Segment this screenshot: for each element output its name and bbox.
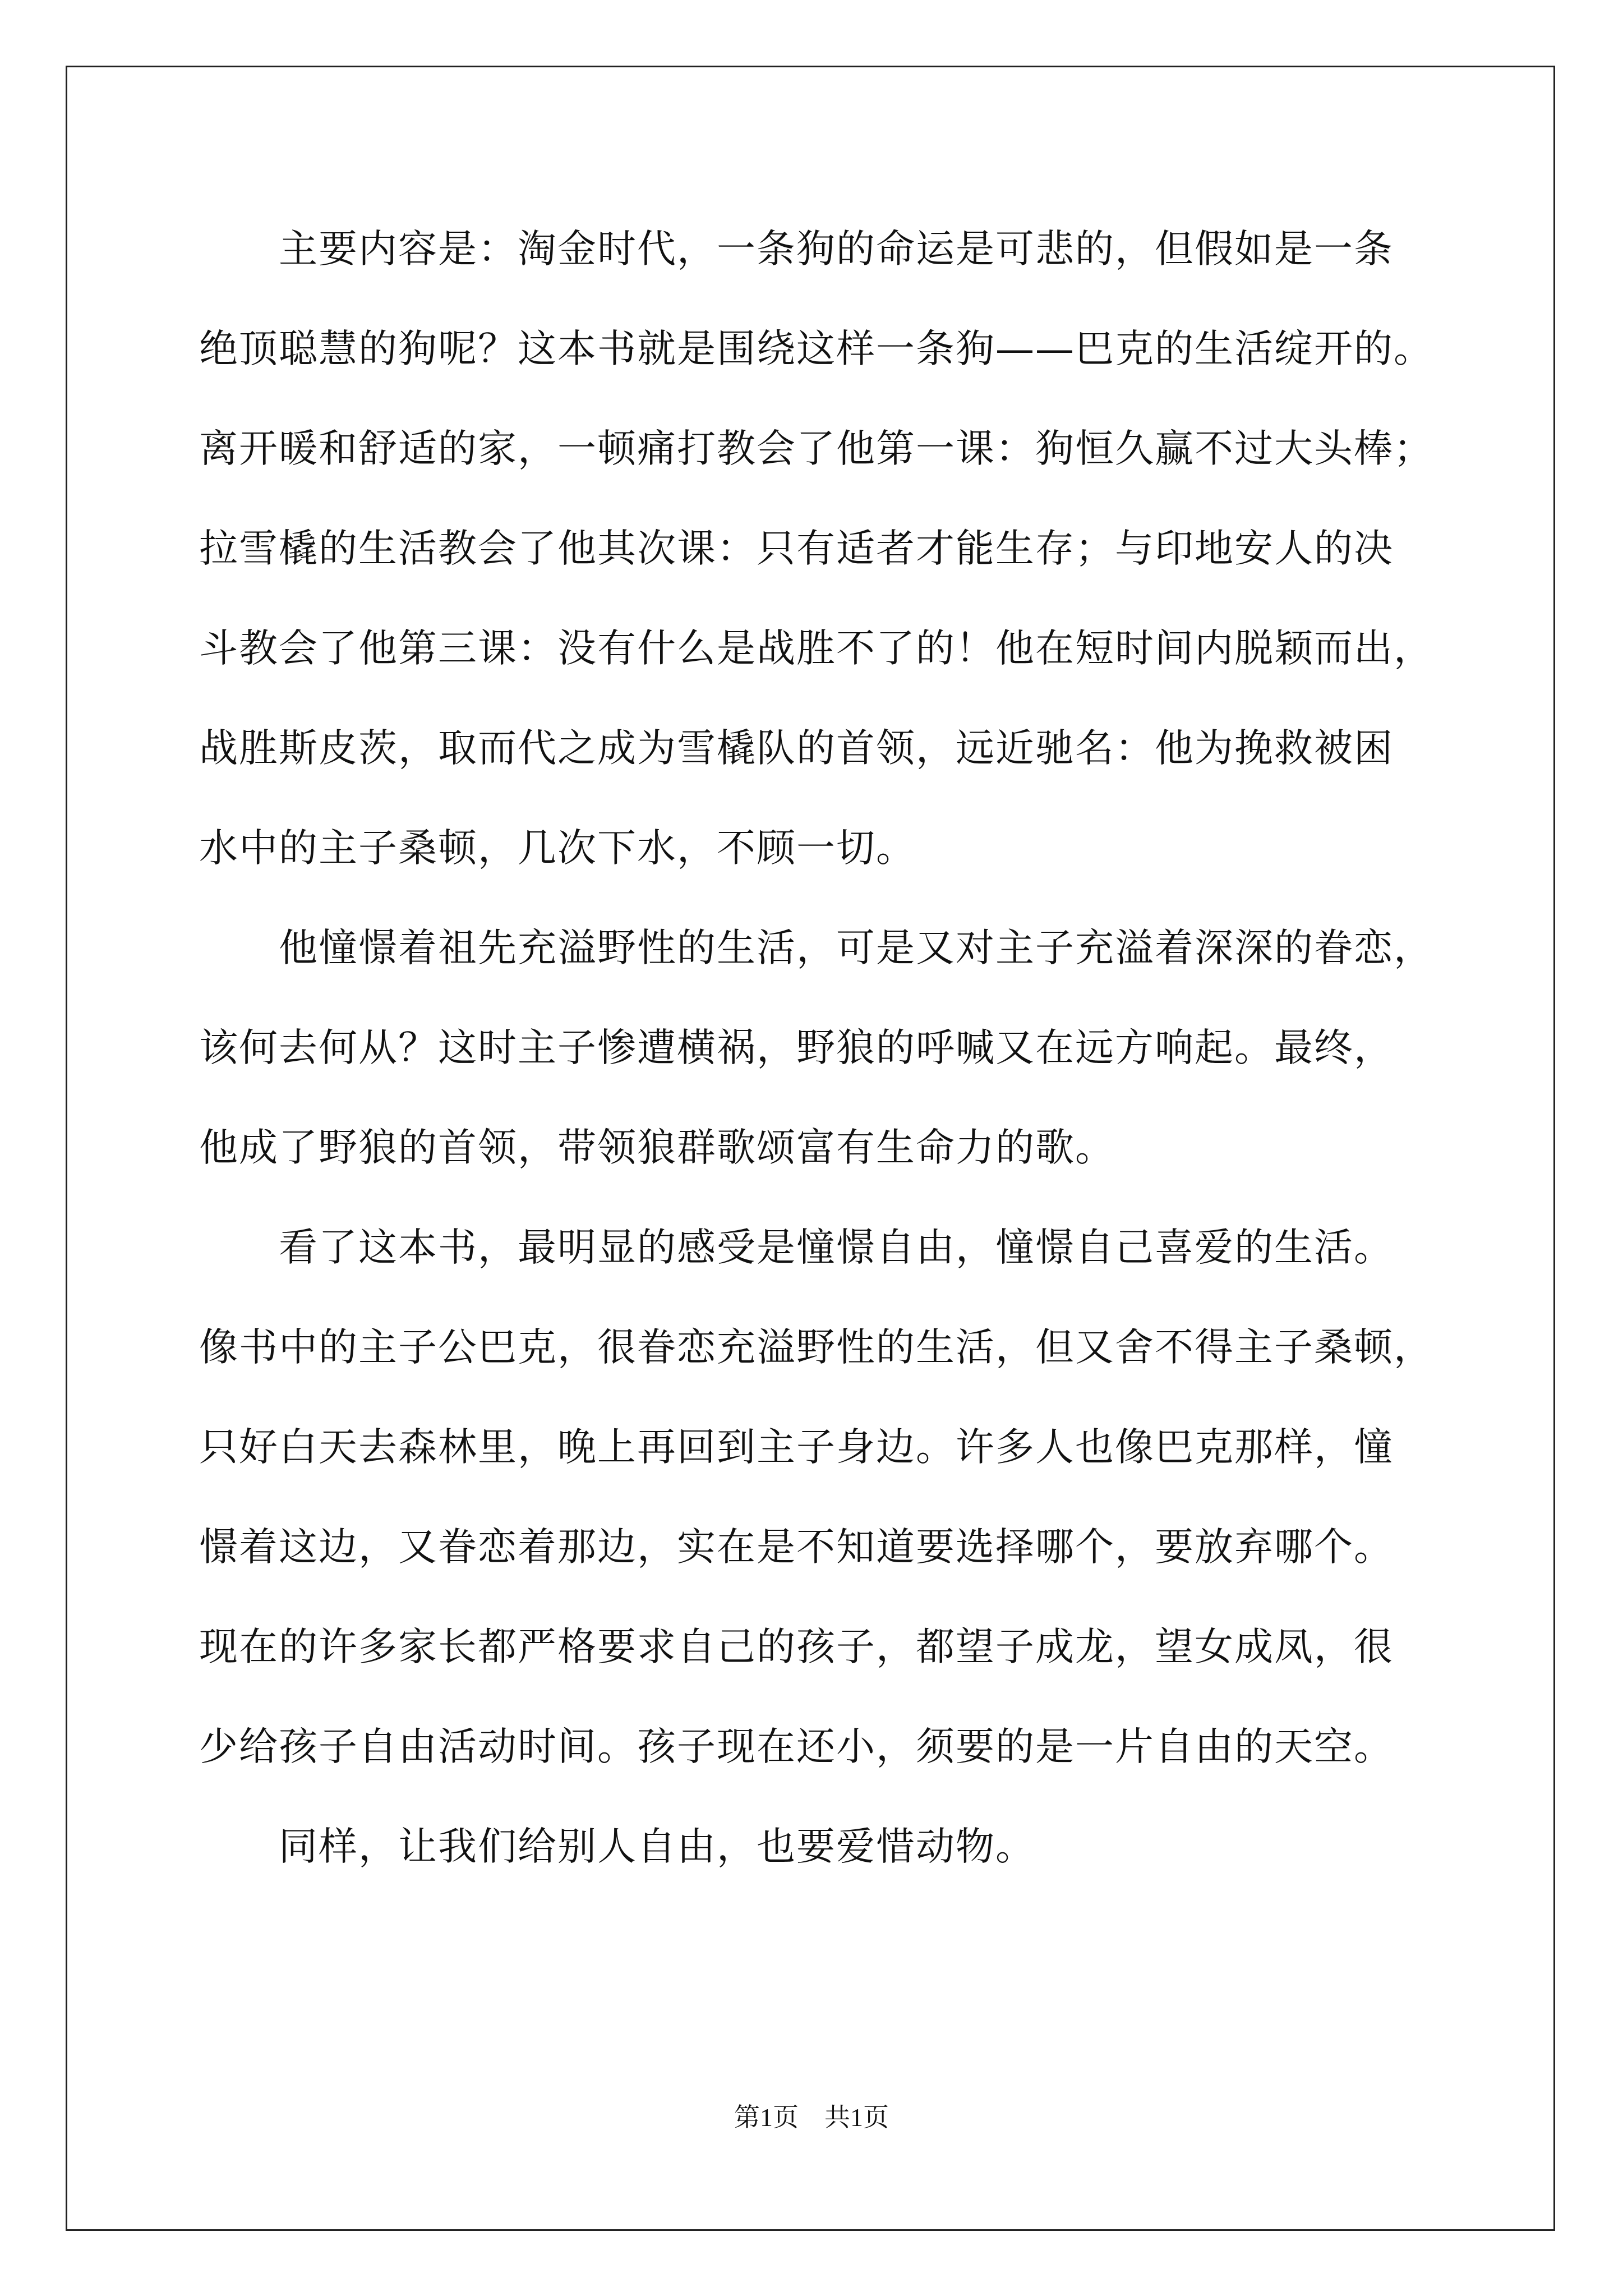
text-line: 他成了野狼的首领，带领狼群歌颂富有生命力的歌。 <box>199 1125 1115 1170</box>
text-line: 他憧憬着祖先充溢野性的生活，可是又对主子充溢着深深的眷恋， <box>199 926 1433 970</box>
text-line: 憬着这边，又眷恋着那边，实在是不知道要选择哪个，要放弃哪个。 <box>199 1525 1394 1570</box>
text-line: 水中的主子桑顿，几次下水，不顾一切。 <box>199 826 916 871</box>
page-number-footer: 第1页 共1页 <box>734 2103 889 2132</box>
text-line: 同样，让我们给别人自由，也要爱惜动物。 <box>199 1824 1035 1869</box>
text-line: 现在的许多家长都严格要求自己的孩子，都望子成龙，望女成凤，很 <box>199 1625 1394 1669</box>
text-line: 少给孩子自由活动时间。孩子现在还小，须要的是一片自由的天空。 <box>199 1724 1394 1769</box>
text-line: 主要内容是：淘金时代，一条狗的命运是可悲的，但假如是一条 <box>199 227 1394 272</box>
text-line: 该何去何从？这时主子惨遭横祸，野狼的呼喊又在远方响起。最终， <box>199 1025 1394 1070</box>
text-line: 拉雪橇的生活教会了他其次课：只有适者才能生存；与印地安人的决 <box>199 526 1394 571</box>
text-line: 离开暖和舒适的家，一顿痛打教会了他第一课：狗恒久赢不过大头棒； <box>199 426 1433 471</box>
document-body <box>199 199 1433 2050</box>
text-line: 只好白天去森林里，晚上再回到主子身边。许多人也像巴克那样，憧 <box>199 1425 1394 1470</box>
text-line: 斗教会了他第三课：没有什么是战胜不了的！他在短时间内脱颖而出， <box>199 626 1433 671</box>
text-line: 像书中的主子公巴克，很眷恋充溢野性的生活，但又舍不得主子桑顿， <box>199 1325 1433 1370</box>
text-line: 战胜斯皮茨，取而代之成为雪橇队的首领，远近驰名：他为挽救被困 <box>199 726 1394 771</box>
text-line: 看了这本书，最明显的感受是憧憬自由，憧憬自己喜爱的生活。 <box>199 1225 1394 1270</box>
text-line: 绝顶聪慧的狗呢？这本书就是围绕这样一条狗——巴克的生活绽开的。 <box>199 326 1433 371</box>
